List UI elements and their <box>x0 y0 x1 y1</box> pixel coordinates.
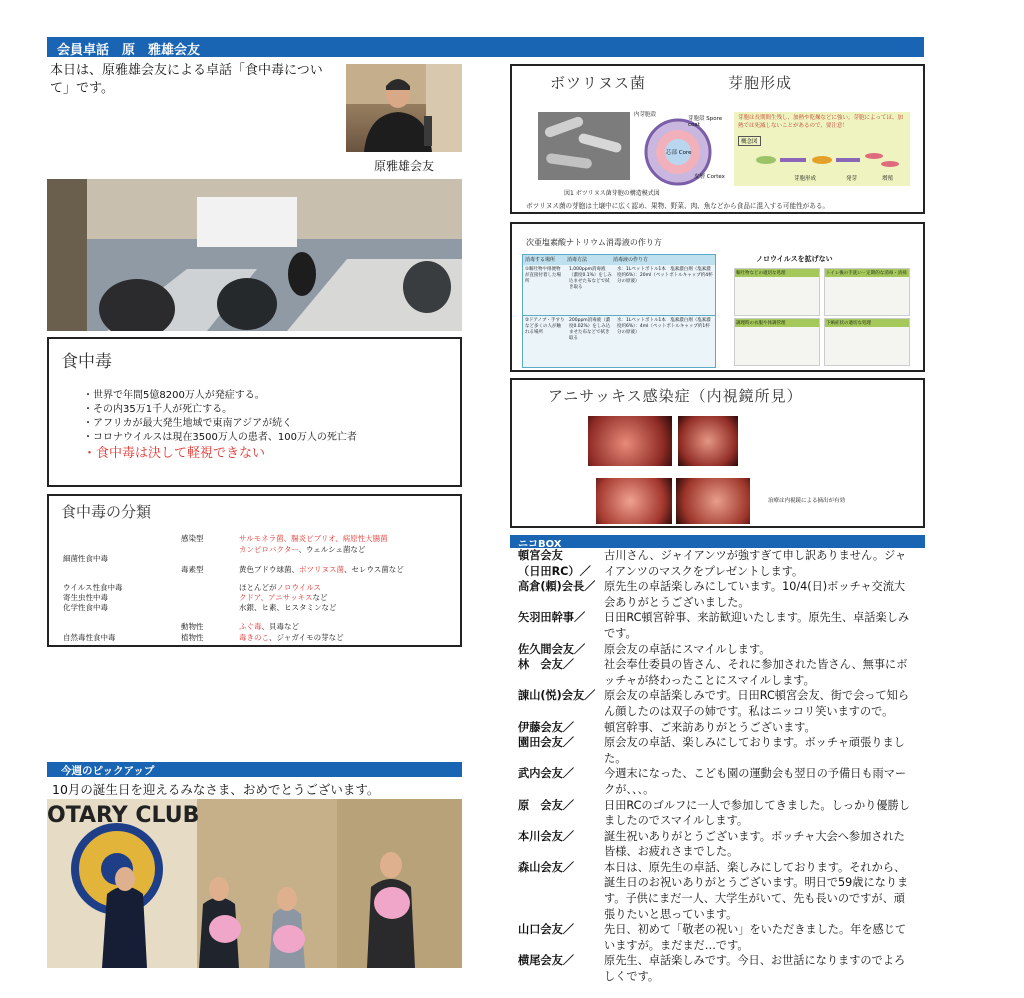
norovirus-card <box>824 318 910 366</box>
label-cortex: 皮層 Cortex <box>694 174 725 180</box>
table-header: 消毒する場所 <box>525 257 556 263</box>
niko-entry-name: 頓宮会友 （日田RC）／ <box>518 549 591 578</box>
disinfectant-title: 次亜塩素酸ナトリウム消毒液の作り方 <box>526 238 662 247</box>
spore-diagram <box>630 110 726 188</box>
niko-entry-name: 林 会友／ <box>518 658 574 672</box>
pickup-bar <box>47 762 462 777</box>
food-poisoning-title: 食中毒 <box>61 352 112 372</box>
speaker-photo <box>346 64 462 152</box>
niko-entry <box>518 953 914 984</box>
spore-note-panel <box>734 112 910 186</box>
table-header: 消毒方法 <box>567 257 588 263</box>
table-cell: 水：1Lペットボトル1本 塩素濃白剤（塩素濃度約6%）：4ml（ペットボトルキャップ約1杯分の原液） <box>617 318 711 335</box>
niko-entry-name: 諌山(悦)会友／ <box>518 689 596 703</box>
endoscopy-image <box>596 478 672 524</box>
niko-entry-text: 原会友の卓話、楽しみにしております。ボッチャ頑張りました。 <box>604 736 905 765</box>
botulinum-caption: ボツリヌス菌の芽胞は土壌中に広く認め、果物、野菜、肉、魚などから食品に混入する可能性がある。 <box>526 202 830 210</box>
speaker-photo-caption: 原雅雄会友 <box>373 159 434 173</box>
parasitic-label: 寄生虫性中毒 <box>63 593 108 602</box>
niko-entry-name: 森山会友／ <box>518 860 574 874</box>
infection-line2: カンピロバクター、ウェルシュ菌など <box>239 545 366 554</box>
section-title: 会員卓話 原 雅雄会友 <box>57 43 201 58</box>
niko-entry <box>518 720 914 736</box>
birthday-photo <box>47 799 462 968</box>
rotary-banner: OTARY CLUB <box>47 803 200 828</box>
niko-entry <box>518 829 914 860</box>
niko-entry <box>518 735 914 766</box>
niko-entry-text: 古川さん、ジャイアンツが強すぎて申し訳ありません。ジャイアンツのマスクをプレゼントします。 <box>604 549 907 578</box>
table-header: 消毒液の作り方 <box>613 257 649 263</box>
table-row <box>523 316 715 366</box>
spore-note: 芽胞は長期間生残し、加熱や乾燥などに強い。芽胞によっては、加熱では死滅しないことがあるので、要注意！ <box>738 115 904 129</box>
viral-line: ほとんどがノロウイルス <box>239 583 322 592</box>
table-cell: ②ドアノブ・手すりなど多くの人が触れる場所 <box>525 318 565 335</box>
animal-type: 動物性 <box>181 622 204 631</box>
bacteria-micrograph <box>538 112 630 180</box>
label-germination: 内芽胞殻 <box>634 112 657 118</box>
norovirus-card <box>734 318 820 366</box>
niko-entry-text: 誕生祝いありがとうございます。ボッチャ大会へ参加された皆様、お疲れさまでした。 <box>604 829 905 859</box>
botulinum-slide <box>510 64 925 214</box>
classification-slide <box>47 494 462 647</box>
plant-type: 植物性 <box>181 633 204 642</box>
niko-entry <box>518 766 914 797</box>
bacterial-label: 細菌性食中毒 <box>63 554 108 563</box>
section-header-bar <box>47 37 924 57</box>
endoscopy-image <box>678 416 738 466</box>
toxin-line: 黄色ブドウ球菌、ボツリヌス菌、セレウス菌など <box>239 565 404 574</box>
step-proliferation: 増殖 <box>882 176 894 182</box>
infection-type: 感染型 <box>181 534 204 543</box>
label-core: 芯部 Core <box>666 150 692 156</box>
norovirus-card-label: 下痢症状の適切な処理 <box>825 319 909 327</box>
plant-line: 毒きのこ、ジャガイモの芽など <box>239 633 344 642</box>
natural-label: 自然毒性食中毒 <box>63 633 116 642</box>
bullet-item: ・その内35万1千人が死亡する。 <box>83 404 233 415</box>
animal-line: ふぐ毒、貝毒など <box>239 622 299 631</box>
classification-title: 食中毒の分類 <box>61 503 152 521</box>
meeting-room-photo <box>47 179 462 331</box>
niko-entries <box>518 548 914 985</box>
niko-entry-name: 伊藤会友／ <box>518 720 574 734</box>
table-row <box>523 265 715 316</box>
niko-bar <box>510 535 925 548</box>
endoscopy-image <box>676 478 750 524</box>
anisakis-slide <box>510 378 925 528</box>
niko-entry <box>518 860 914 922</box>
norovirus-card-label: トイレ後の手洗い・定期的な消毒・清掃 <box>825 269 909 277</box>
niko-entry-name: 山口会友／ <box>518 923 574 937</box>
table-cell: 1,000ppm消毒液（濃度0.1%）をしみ込ませた布などで拭き取る <box>569 267 612 290</box>
step-spore-formation: 芽胞形成 <box>794 176 817 182</box>
concept-label: 概念図 <box>738 136 761 146</box>
niko-entry <box>518 642 914 658</box>
niko-entry-text: 原会友の卓話にスマイルします。 <box>604 642 771 656</box>
disinfectant-slide <box>510 222 925 372</box>
food-poisoning-bullets <box>83 389 357 463</box>
niko-entry-name: 横尾会友／ <box>518 954 574 968</box>
niko-entry-name: 佐久間会友／ <box>518 642 586 656</box>
niko-entry-text: 日田RC頓宮幹事、来訪歓迎いたします。原先生、卓話楽しみです。 <box>604 611 910 640</box>
niko-entry <box>518 688 914 719</box>
niko-entry <box>518 579 914 610</box>
norovirus-card-label: 調理時の衣服や体調管理 <box>735 319 819 327</box>
norovirus-title: ノロウイルスを拡げない <box>756 255 833 263</box>
table-cell: 水：1Lペットボトル1本 塩素濃白剤（塩素濃度約6%）：20ml（ペットボトルキャップ約4杯分の原液） <box>617 267 713 284</box>
table-cell: 200ppm消毒液（濃度0.02%）をしみ込ませた布などで拭き取る <box>569 318 611 341</box>
niko-entry-text: 先日、初めて「敬老の祝い」をいただきました。年を感じていますが。まだまだ…です。 <box>604 923 907 952</box>
niko-entry-text: 本日は、原先生の卓話、楽しみにしております。それから、誕生日のお祝いありがとうございます。明日で59歳になります。子供にまだ一人、大学生がいて、先も長いのですが、頑張りたいと思っています。 <box>604 860 909 921</box>
disinfectant-table <box>522 254 716 368</box>
niko-entry <box>518 798 914 829</box>
figure-caption: 図1 ボツリヌス菌芽胞の構造模式図 <box>564 190 660 197</box>
pickup-bar-label: 今週のピックアップ <box>61 765 155 777</box>
niko-entry-text: 日田RCのゴルフに一人で参加してきました。しっかり優勝しましたのでスマイルします。 <box>604 798 910 828</box>
pickup-text: 10月の誕生日を迎えるみなさま、おめでとうございます。 <box>52 782 380 797</box>
niko-bar-label: ニコBOX <box>518 539 562 550</box>
intro-text: 本日は、原雅雄会友による卓話「食中毒について」です。 <box>50 63 323 96</box>
norovirus-panel <box>726 250 916 368</box>
anisakis-title: アニサッキス感染症（内視鏡所見） <box>548 387 803 405</box>
niko-entry-name: 本川会友／ <box>518 829 574 843</box>
niko-entry <box>518 610 914 641</box>
anisakis-note: 治療は内視鏡による摘出が有効 <box>768 498 846 504</box>
niko-entry-text: 今週末になった、こども園の運動会も翌日の予備日も雨マークが、、、。 <box>604 767 907 796</box>
table-cell: ①嘔吐物や排便物が直接付着した場所 <box>525 267 561 284</box>
norovirus-card <box>824 268 910 316</box>
botulinum-subtitle: 芽胞形成 <box>728 74 793 92</box>
bullet-item: ・世界で年間5億8200万人が発症する。 <box>83 390 265 401</box>
endoscopy-image <box>588 416 672 466</box>
niko-entry <box>518 922 914 953</box>
niko-entry <box>518 657 914 688</box>
toxin-type: 毒素型 <box>181 565 204 574</box>
niko-entry-text: 頓宮幹事、ご来訪ありがとうございます。 <box>604 720 816 734</box>
label-spore-coat: 芽胞殻 Spore coat <box>688 116 723 128</box>
bullet-highlight: ・食中毒は決して軽視できない <box>83 446 266 461</box>
niko-entry-text: 原先生、卓話楽しみです。今日、お世話になりますのでよろしくです。 <box>604 954 906 984</box>
norovirus-card-label: 嘔吐物などの適切な処理 <box>735 269 819 277</box>
food-poisoning-slide <box>47 337 462 487</box>
niko-entry-name: 矢羽田幹事／ <box>518 611 586 625</box>
niko-entry-text: 原会友の卓話楽しみです。日田RC頓宮会友、街で会って知らん顔したのは双子の姉です。私はニッコリ笑いますので。 <box>604 689 910 718</box>
step-germination: 発芽 <box>846 176 858 182</box>
bullet-item: ・アフリカが最大発生地域で東南アジアが続く <box>83 418 293 429</box>
niko-entry-name: 園田会友／ <box>518 736 574 750</box>
botulinum-title: ボツリヌス菌 <box>550 74 647 92</box>
viral-label: ウイルス性食中毒 <box>63 583 123 592</box>
niko-entry-text: 原先生の卓話楽しみにしています。10/4(日)ボッチャ交流大会ありがとうございました。 <box>604 580 906 609</box>
niko-entry-text: 社会奉仕委員の皆さん、それに参加された皆さん、無事にボッチャが終わったことにスマイルします。 <box>604 658 908 687</box>
infection-line1: サルモネラ菌、腸炎ビブリオ、病原性大腸菌 <box>239 534 388 543</box>
niko-entry <box>518 548 914 579</box>
chemical-label: 化学性食中毒 <box>63 603 108 612</box>
chemical-line: 水銀、ヒ素、ヒスタミンなど <box>239 603 337 612</box>
niko-entry-name: 武内会友／ <box>518 767 574 781</box>
bullet-item: ・コロナウイルスは現在3500万人の患者、100万人の死亡者 <box>83 432 357 443</box>
parasitic-line: クドア、アニサッキスなど <box>239 593 328 602</box>
niko-entry-name: 高倉(頼)会長／ <box>518 580 596 594</box>
niko-entry-name: 原 会友／ <box>518 798 574 812</box>
norovirus-card <box>734 268 820 316</box>
